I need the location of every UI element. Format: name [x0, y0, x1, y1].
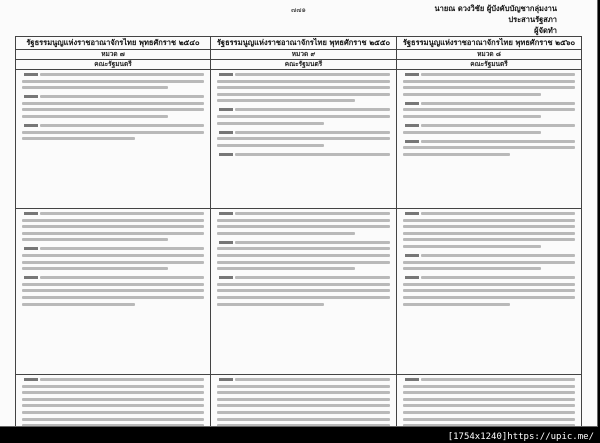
illegible-text-block	[397, 375, 581, 427]
illegible-text-block	[211, 375, 396, 427]
illegible-text-block	[397, 70, 581, 161]
table-cell	[397, 375, 582, 428]
table-cell	[211, 70, 397, 209]
table-cell	[16, 209, 211, 375]
illegible-text-block	[397, 209, 581, 311]
table-cell	[16, 70, 211, 209]
illegible-text-block	[211, 209, 396, 311]
table-cell	[211, 209, 397, 375]
column-heading: รัฐธรรมนูญแห่งราชอาณาจักรไทย พุทธศักราช ๒๕๕๐	[211, 37, 397, 50]
column-heading: รัฐธรรมนูญแห่งราชอาณาจักรไทย พุทธศักราช ๒๕๔๐	[16, 37, 211, 50]
table-cell	[16, 375, 211, 428]
table-cell	[211, 375, 397, 428]
table-header-row	[16, 37, 582, 50]
illegible-text-block	[16, 70, 210, 146]
table-row	[16, 209, 582, 375]
table-cell	[397, 70, 582, 209]
table-row	[16, 375, 582, 428]
subsection-label: คณะรัฐมนตรี	[16, 60, 211, 70]
illegible-text-block	[16, 209, 210, 311]
table-row	[16, 70, 582, 209]
page-number: ๗๗๑	[291, 6, 306, 14]
subsection-label: คณะรัฐมนตรี	[397, 60, 582, 70]
section-label: หมวด ๘	[397, 50, 582, 60]
author-name: นายณ ดวงวิชัย ผู้บังคับบัญชากลุ่มงานประสานรัฐสภา	[434, 4, 557, 24]
table-cell	[397, 209, 582, 375]
author-role: ผู้จัดทำ	[534, 26, 557, 35]
section-label: หมวด ๙	[211, 50, 397, 60]
column-heading: รัฐธรรมนูญแห่งราชอาณาจักรไทย พุทธศักราช ๒๕๖๐	[397, 37, 582, 50]
section-label: หมวด ๗	[16, 50, 211, 60]
section-label-row	[16, 50, 582, 60]
author-block	[417, 3, 557, 36]
image-size-caption: [1754x1240]https://upic.me/	[447, 432, 594, 442]
illegible-text-block	[16, 375, 210, 427]
subsection-label: คณะรัฐมนตรี	[211, 60, 397, 70]
illegible-text-block	[211, 70, 396, 161]
comparison-table	[15, 36, 582, 427]
subsection-label-row	[16, 60, 582, 70]
